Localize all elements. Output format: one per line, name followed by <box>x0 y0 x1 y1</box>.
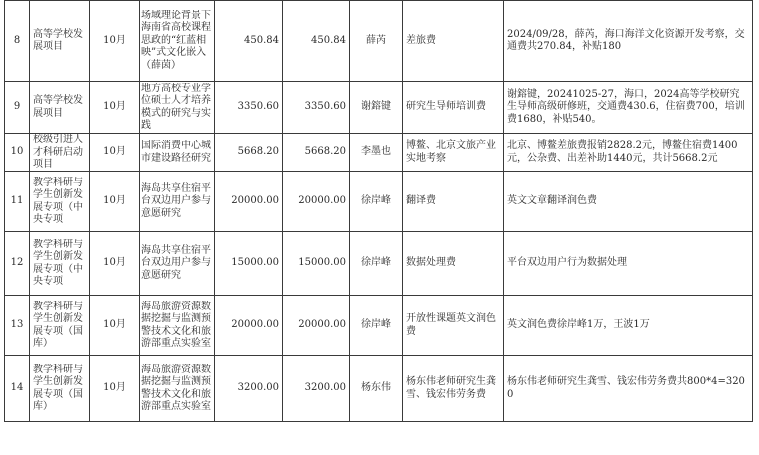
month-cell: 10月 <box>90 172 140 232</box>
person-cell: 杨东伟 <box>350 356 403 422</box>
project-title: 海岛共享住宿平台双边用户参与意愿研究 <box>140 232 215 296</box>
table-row <box>5 82 753 134</box>
amount-reimbursed-cell: 20000.00 <box>283 172 350 232</box>
table-row <box>5 296 753 356</box>
month-cell: 10月 <box>90 356 140 422</box>
amount-reimbursed-cell: 3350.60 <box>283 82 350 134</box>
month-cell: 10月 <box>90 134 140 172</box>
note-cell: 平台双边用户行为数据处理 <box>504 232 753 296</box>
amount-reimbursed-cell: 3200.00 <box>283 356 350 422</box>
amount-cell: 20000.00 <box>215 172 283 232</box>
amount-cell: 20000.00 <box>215 296 283 356</box>
table-body <box>5 1 753 422</box>
project-title: 国际消费中心城市建设路径研究 <box>140 134 215 172</box>
amount-cell: 3200.00 <box>215 356 283 422</box>
month-cell: 10月 <box>90 82 140 134</box>
row-number: 10 <box>5 134 30 172</box>
person-cell: 薛芮 <box>350 1 403 82</box>
table-row <box>5 172 753 232</box>
project-category: 教学科研与学生创新发展专项（中央专项 <box>30 232 90 296</box>
row-number: 12 <box>5 232 30 296</box>
amount-reimbursed-cell: 15000.00 <box>283 232 350 296</box>
amount-reimbursed-cell: 450.84 <box>283 1 350 82</box>
expense-type-cell: 开放性课题英文润色费 <box>403 296 504 356</box>
month-cell: 10月 <box>90 296 140 356</box>
expense-type-cell: 翻译费 <box>403 172 504 232</box>
project-title: 海岛旅游资源数据挖掘与监测预警技术文化和旅游部重点实验室 <box>140 356 215 422</box>
note-cell: 英文润色费徐岸峰1万，王波1万 <box>504 296 753 356</box>
amount-reimbursed-cell: 20000.00 <box>283 296 350 356</box>
amount-cell: 450.84 <box>215 1 283 82</box>
note-cell: 英文文章翻译润色费 <box>504 172 753 232</box>
expense-type-cell: 博鳌、北京文旅产业实地考察 <box>403 134 504 172</box>
row-number: 14 <box>5 356 30 422</box>
project-category: 校级引进人才科研启动项目 <box>30 134 90 172</box>
note-cell: 谢鎔键，20241025-27，海口，2024高等学校研究生导师高级研修班，交通费430.6，住宿费700，培训费1680，补贴540。 <box>504 82 753 134</box>
table-row <box>5 232 753 296</box>
expense-type-cell: 数据处理费 <box>403 232 504 296</box>
project-category: 教学科研与学生创新发展专项（国库） <box>30 296 90 356</box>
expense-type-cell: 研究生导师培训费 <box>403 82 504 134</box>
project-category: 高等学校发展项目 <box>30 82 90 134</box>
month-cell: 10月 <box>90 232 140 296</box>
row-number: 13 <box>5 296 30 356</box>
person-cell: 谢鎔键 <box>350 82 403 134</box>
amount-cell: 15000.00 <box>215 232 283 296</box>
table-row <box>5 356 753 422</box>
amount-cell: 3350.60 <box>215 82 283 134</box>
amount-cell: 5668.20 <box>215 134 283 172</box>
person-cell: 徐岸峰 <box>350 232 403 296</box>
row-number: 9 <box>5 82 30 134</box>
row-number: 11 <box>5 172 30 232</box>
project-category: 教学科研与学生创新发展专项（中央专项 <box>30 172 90 232</box>
expense-table <box>4 0 753 422</box>
project-title: 海岛旅游资源数据挖掘与监测预警技术文化和旅游部重点实验室 <box>140 296 215 356</box>
project-category: 教学科研与学生创新发展专项（国库） <box>30 356 90 422</box>
person-cell: 徐岸峰 <box>350 172 403 232</box>
project-title: 地方高校专业学位硕士人才培养模式的研究与实践 <box>140 82 215 134</box>
amount-reimbursed-cell: 5668.20 <box>283 134 350 172</box>
note-cell: 北京、博鳌差旅费报销2828.2元，博鳌住宿费1400元，公杂费、出差补助1440元，共计5668.2元 <box>504 134 753 172</box>
project-title: 场域理论背景下海南省高校课程思政的“红蓝相映”式文化嵌入（薛茵） <box>140 1 215 82</box>
project-category: 高等学校发展项目 <box>30 1 90 82</box>
project-title: 海岛共享住宿平台双边用户参与意愿研究 <box>140 172 215 232</box>
expense-type-cell: 差旅费 <box>403 1 504 82</box>
table-row <box>5 1 753 82</box>
person-cell: 李墨也 <box>350 134 403 172</box>
note-cell: 杨东伟老师研究生龚雪、钱宏伟劳务费共800*4=3200 <box>504 356 753 422</box>
row-number: 8 <box>5 1 30 82</box>
person-cell: 徐岸峰 <box>350 296 403 356</box>
table-row <box>5 134 753 172</box>
month-cell: 10月 <box>90 1 140 82</box>
note-cell: 2024/09/28，薛芮，海口海洋文化资源开发考察，交通费共270.84，补贴180 <box>504 1 753 82</box>
expense-type-cell: 杨东伟老师研究生龚雪、钱宏伟劳务费 <box>403 356 504 422</box>
